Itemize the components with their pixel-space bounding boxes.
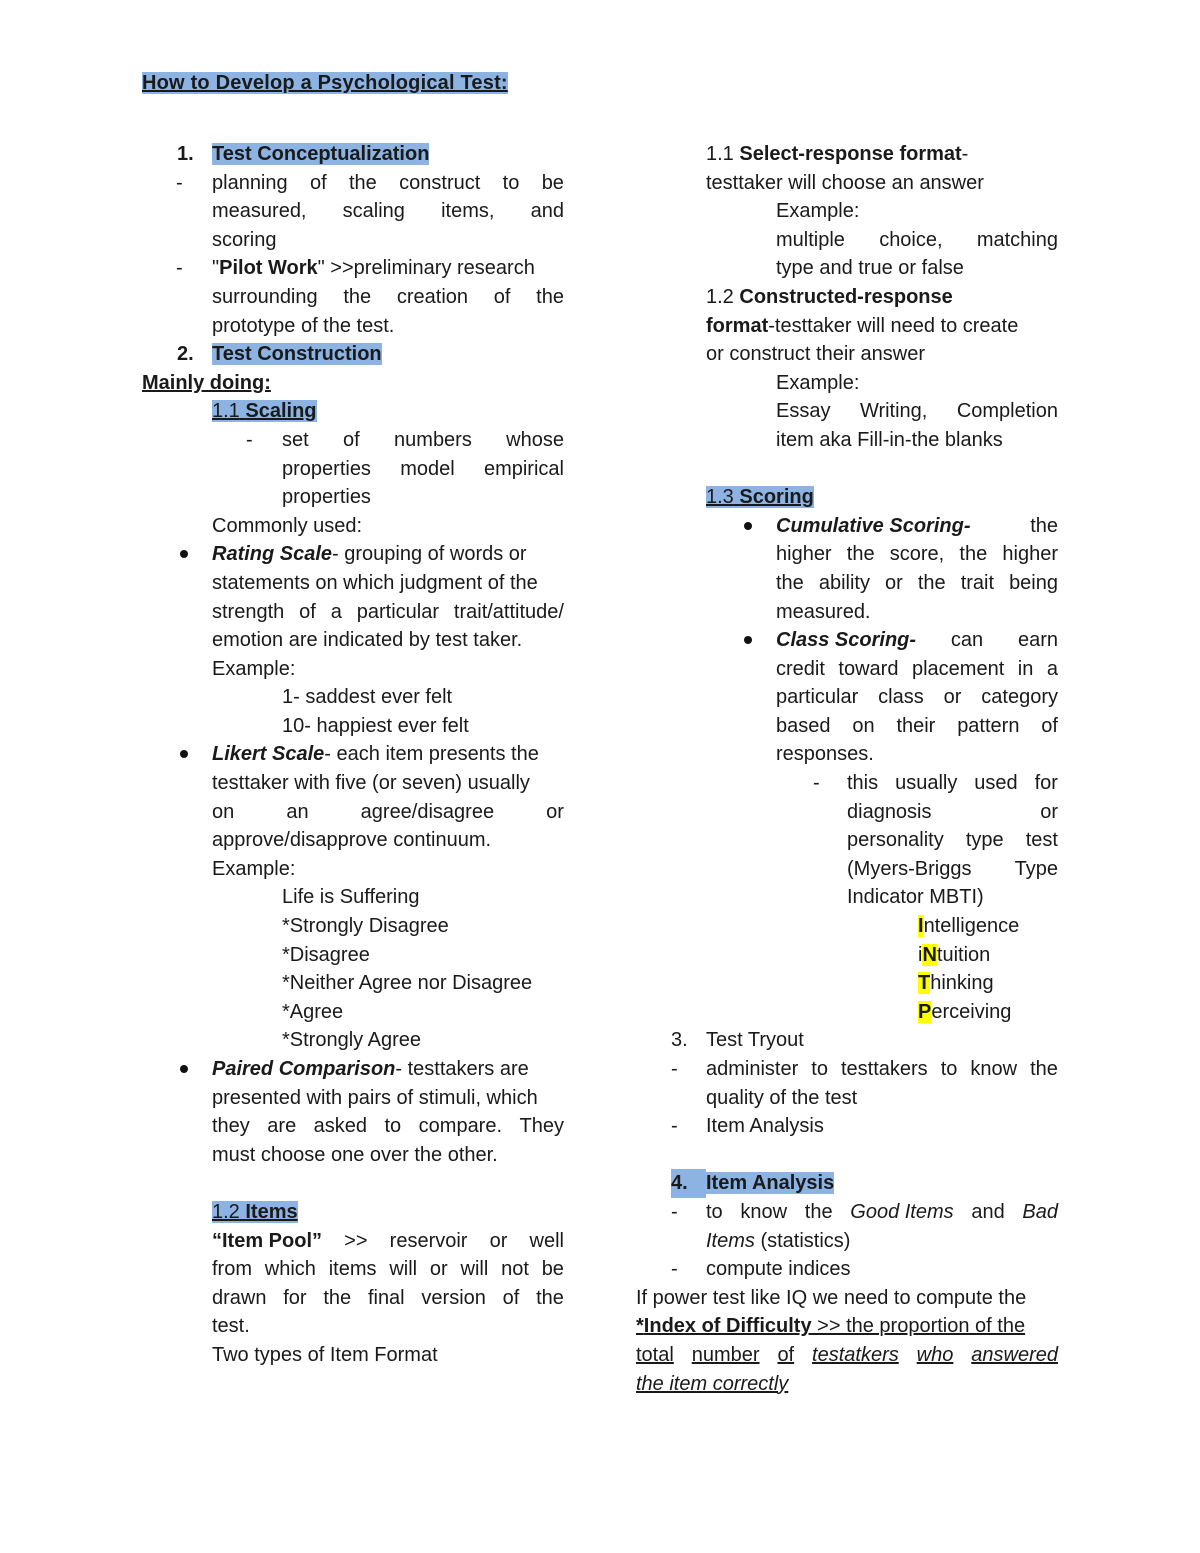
continuation-line bbox=[142, 798, 564, 827]
justified-line: Paired Comparison- testtakers are bbox=[212, 1058, 529, 1080]
example-label: Example: bbox=[776, 200, 860, 223]
justified-line bbox=[847, 769, 1058, 798]
section-title: Item Analysis bbox=[706, 1172, 835, 1195]
word: to bbox=[502, 171, 520, 194]
justified-line: “Item Pool” >> reservoir or well bbox=[212, 1227, 564, 1256]
word: of bbox=[299, 600, 316, 623]
word: numbers bbox=[394, 428, 472, 451]
word: set bbox=[282, 428, 309, 451]
dash-marker: - bbox=[671, 1200, 678, 1223]
continuation-line bbox=[636, 1341, 1058, 1370]
bullet-item: Likert Scale- each item presents the bbox=[142, 740, 564, 769]
word: the bbox=[323, 1286, 352, 1309]
word: or bbox=[546, 800, 564, 823]
word: class bbox=[878, 686, 924, 709]
word: Writing, bbox=[859, 400, 928, 423]
word: a bbox=[330, 600, 342, 623]
word: category bbox=[981, 686, 1058, 709]
mbti-letter-line: iNtuition bbox=[918, 943, 991, 966]
dash-item bbox=[636, 1198, 1058, 1227]
subsection-label: 1.3 Scoring bbox=[706, 486, 814, 509]
pilot-work-term: Pilot Work bbox=[219, 257, 318, 280]
justified-line bbox=[847, 826, 1058, 855]
continuation-line bbox=[636, 826, 1058, 855]
justified-line bbox=[212, 798, 564, 827]
mbti-letter-line: Thinking bbox=[918, 972, 994, 995]
word: placement bbox=[911, 657, 1005, 680]
continuation-line: emotion are indicated by test taker. bbox=[212, 629, 523, 652]
dash-marker: - bbox=[176, 257, 183, 280]
bullet-item bbox=[142, 1055, 564, 1084]
word: properties bbox=[282, 457, 371, 480]
justified-line bbox=[212, 1112, 564, 1141]
highlighted-letter: N bbox=[922, 943, 937, 966]
continuation-line: must choose one over the other. bbox=[212, 1143, 498, 1166]
word: items, bbox=[441, 200, 495, 223]
spacer bbox=[636, 455, 1058, 484]
continuation-line bbox=[636, 712, 1058, 741]
word: the bbox=[1030, 1058, 1058, 1080]
dash-marker: - bbox=[671, 1115, 678, 1138]
word: of bbox=[1041, 714, 1058, 737]
word: they bbox=[212, 1115, 250, 1138]
mbti-letter-line: Intelligence bbox=[918, 915, 1020, 938]
continuation-line bbox=[636, 540, 1058, 569]
highlighted-letter: T bbox=[918, 972, 931, 995]
index-of-difficulty-line: *Index of Difficulty >> the proportion of the bbox=[636, 1315, 1026, 1338]
word: creation bbox=[396, 285, 469, 308]
word: choice, bbox=[879, 228, 943, 251]
section-title: Test Tryout bbox=[706, 1029, 804, 1052]
word: ability bbox=[818, 571, 870, 594]
example-label: Example: bbox=[212, 657, 296, 680]
subsection-heading bbox=[142, 1198, 564, 1227]
section-number: 2. bbox=[177, 343, 194, 366]
continuation-line: testtaker with five (or seven) usually bbox=[212, 772, 530, 795]
word: surrounding bbox=[212, 285, 318, 308]
word: Completion bbox=[956, 400, 1058, 423]
justified-line bbox=[212, 169, 564, 198]
dash-item bbox=[636, 769, 1058, 798]
word: which bbox=[264, 1258, 316, 1281]
spacer bbox=[636, 1141, 1058, 1170]
justified-line bbox=[776, 226, 1058, 255]
spacer bbox=[142, 1169, 564, 1198]
word: model bbox=[400, 457, 455, 480]
section-title: Test Conceptualization bbox=[212, 143, 430, 165]
word: or bbox=[943, 686, 962, 709]
dash-marker: - bbox=[246, 428, 253, 451]
word: usually bbox=[895, 772, 958, 795]
word: credit bbox=[776, 657, 825, 680]
subsection-heading bbox=[142, 397, 564, 426]
bullet-item bbox=[636, 512, 1058, 541]
word: the bbox=[776, 571, 804, 594]
subsection-label: 1.1 Scaling bbox=[212, 400, 317, 423]
justified-line bbox=[212, 1255, 564, 1284]
word: or bbox=[885, 571, 903, 594]
section-3-heading bbox=[636, 1026, 1058, 1055]
continuation-line bbox=[142, 455, 564, 484]
bullet-icon bbox=[180, 550, 188, 558]
word: Type bbox=[1014, 857, 1058, 880]
section-number: 4. bbox=[671, 1169, 706, 1198]
word: strength bbox=[212, 600, 285, 623]
continuation-line: Items (statistics) bbox=[706, 1229, 851, 1252]
left-column bbox=[142, 140, 564, 1370]
likert-scale-term: Likert Scale bbox=[212, 743, 325, 766]
justified-line bbox=[282, 426, 564, 455]
continuation-line: scoring bbox=[212, 228, 277, 251]
section-title: Test Construction bbox=[212, 343, 382, 366]
word: (Myers-Briggs bbox=[847, 857, 972, 880]
justified-line: Rating Scale- grouping of words or bbox=[212, 543, 527, 566]
word: drawn bbox=[212, 1286, 267, 1309]
justified-line bbox=[776, 540, 1058, 569]
word: of bbox=[343, 428, 360, 451]
justified-line bbox=[776, 397, 1058, 426]
commonly-used-label: Commonly used: bbox=[212, 514, 363, 537]
subsection-label: 1.2 Items bbox=[212, 1200, 298, 1223]
page-title bbox=[142, 69, 508, 98]
word: diagnosis bbox=[847, 800, 932, 823]
section-4-heading bbox=[636, 1169, 1058, 1198]
word: whose bbox=[506, 428, 564, 451]
word: Essay bbox=[776, 400, 831, 423]
example-item: *Agree bbox=[282, 1000, 344, 1023]
item-pool-line bbox=[142, 1227, 564, 1256]
justified-line bbox=[847, 855, 1058, 884]
word: will bbox=[389, 1258, 418, 1281]
justified-line bbox=[776, 712, 1058, 741]
justified-line bbox=[282, 455, 564, 484]
continuation-line bbox=[142, 598, 564, 627]
dash-marker: - bbox=[671, 1058, 678, 1080]
continuation-line bbox=[142, 197, 564, 226]
word: the bbox=[959, 543, 988, 566]
justified-line bbox=[847, 798, 1058, 827]
continuation-line bbox=[636, 683, 1058, 712]
continuation-line: the item correctly bbox=[636, 1372, 789, 1395]
justified-line bbox=[776, 683, 1058, 712]
constructed-response-heading: 1.2 Constructed-response bbox=[706, 285, 953, 308]
word: will bbox=[460, 1258, 489, 1281]
word: a bbox=[1046, 657, 1058, 680]
word: personality bbox=[847, 829, 944, 852]
word: final bbox=[367, 1286, 405, 1309]
word: in bbox=[1017, 657, 1034, 680]
word: their bbox=[896, 714, 936, 737]
example-item: *Strongly Disagree bbox=[282, 915, 449, 938]
continuation-line bbox=[636, 798, 1058, 827]
word: type bbox=[965, 829, 1004, 852]
example-item bbox=[636, 397, 1058, 426]
word: administer bbox=[706, 1058, 799, 1080]
bullet-item bbox=[142, 540, 564, 569]
bad-term: Bad bbox=[1022, 1200, 1058, 1223]
example-item: *Neither Agree nor Disagree bbox=[282, 972, 533, 995]
word: the bbox=[536, 1286, 564, 1309]
highlighted-letter: I bbox=[918, 915, 924, 938]
bullet-icon bbox=[180, 1065, 188, 1073]
example-label: Example: bbox=[212, 857, 296, 880]
example-item: 1- saddest ever felt bbox=[282, 686, 453, 709]
section-2-heading bbox=[142, 340, 564, 369]
justified-line: "Pilot Work" >>preliminary research bbox=[212, 257, 535, 280]
justified-line: total number of testatkers who answered bbox=[636, 1343, 1058, 1366]
word: test bbox=[1025, 829, 1058, 852]
word: for bbox=[1034, 772, 1058, 795]
justified-line: to know the Good Items and Bad bbox=[706, 1198, 1058, 1227]
word: or bbox=[429, 1258, 448, 1281]
word: asked bbox=[313, 1115, 368, 1138]
subsection-heading bbox=[636, 483, 1058, 512]
word: to bbox=[384, 1115, 402, 1138]
word: scaling bbox=[342, 200, 405, 223]
word: construct bbox=[399, 171, 481, 194]
word: the bbox=[536, 285, 564, 308]
justified-line bbox=[776, 655, 1058, 684]
example-item: type and true or false bbox=[776, 257, 964, 280]
continuation-line bbox=[636, 855, 1058, 884]
word: They bbox=[519, 1115, 564, 1138]
example-item: *Strongly Agree bbox=[282, 1029, 421, 1052]
word: know bbox=[970, 1058, 1018, 1080]
word: of bbox=[493, 285, 511, 308]
word: of bbox=[502, 1286, 520, 1309]
class-scoring-term: Class Scoring- bbox=[776, 629, 917, 652]
word: items bbox=[328, 1258, 377, 1281]
word: agree/disagree bbox=[360, 800, 495, 823]
word: an bbox=[286, 800, 309, 823]
word: the bbox=[343, 285, 372, 308]
title-text: How to Develop a Psychological Test: bbox=[142, 72, 508, 94]
continuation-line bbox=[142, 1255, 564, 1284]
power-test-line: If power test like IQ we need to compute the bbox=[636, 1286, 1027, 1309]
word: particular bbox=[776, 686, 859, 709]
example-item bbox=[636, 226, 1058, 255]
word: planning bbox=[212, 171, 288, 194]
word: the bbox=[917, 571, 946, 594]
word: trait/attitude/ bbox=[453, 600, 564, 623]
word: on bbox=[212, 800, 235, 823]
example-item: Life is Suffering bbox=[282, 886, 420, 909]
continuation-line: testtaker will choose an answer bbox=[706, 171, 984, 194]
constructed-response-term: Constructed-response bbox=[739, 285, 953, 308]
continuation-line: or construct their answer bbox=[706, 343, 925, 366]
mbti-letter-line: Perceiving bbox=[918, 1000, 1012, 1023]
continuation-line: measured. bbox=[776, 600, 871, 623]
continuation-line: prototype of the test. bbox=[212, 314, 395, 337]
word: multiple bbox=[776, 228, 845, 251]
continuation-line bbox=[142, 1112, 564, 1141]
justified-line: Class Scoring- can earn bbox=[776, 626, 1058, 655]
word: matching bbox=[976, 228, 1058, 251]
dash-item: - Item Analysis bbox=[636, 1112, 1058, 1141]
word: the bbox=[846, 543, 875, 566]
word: from bbox=[212, 1258, 252, 1281]
dash-marker: - bbox=[813, 772, 820, 795]
justified-line bbox=[212, 1284, 564, 1313]
word: particular bbox=[356, 600, 440, 623]
dash-marker: - bbox=[671, 1258, 678, 1281]
word: based bbox=[776, 714, 831, 737]
continuation-line: Indicator MBTI) bbox=[847, 886, 984, 909]
good-items-term: Good Items bbox=[850, 1200, 954, 1223]
word: of bbox=[309, 171, 327, 194]
bullet-icon bbox=[180, 750, 188, 758]
index-of-difficulty-term: Index of Difficulty bbox=[643, 1315, 812, 1338]
word: are bbox=[267, 1115, 297, 1138]
word: version bbox=[421, 1286, 486, 1309]
continuation-line: properties bbox=[282, 486, 371, 509]
word: to bbox=[811, 1058, 828, 1080]
select-response-heading: 1.1 Select-response format- bbox=[706, 143, 969, 165]
justified-line bbox=[776, 569, 1058, 598]
word: higher bbox=[1002, 543, 1058, 566]
continuation-line: statements on which judgment of the bbox=[212, 571, 538, 594]
continuation-line bbox=[142, 283, 564, 312]
dash-item bbox=[142, 254, 564, 283]
cumulative-scoring-term: Cumulative Scoring- bbox=[776, 514, 971, 537]
word: or bbox=[1040, 800, 1058, 823]
right-column bbox=[636, 140, 1058, 1398]
continuation-line: responses. bbox=[776, 743, 874, 766]
word: trait bbox=[960, 571, 995, 594]
continuation-line: format-testtaker will need to create bbox=[706, 314, 1019, 337]
mainly-doing-label: Mainly doing: bbox=[142, 371, 271, 394]
word: this bbox=[847, 772, 879, 795]
continuation-line: quality of the test bbox=[706, 1086, 858, 1109]
continuation-line bbox=[636, 655, 1058, 684]
example-item: *Disagree bbox=[282, 943, 370, 966]
continuation-line: test. bbox=[212, 1315, 250, 1338]
word: measured, bbox=[212, 200, 307, 223]
two-types-line: Two types of Item Format bbox=[212, 1343, 438, 1366]
bullet-icon bbox=[744, 522, 752, 530]
continuation-line: approve/disapprove continuum. bbox=[212, 829, 492, 852]
dash-item bbox=[142, 426, 564, 455]
justified-line bbox=[706, 1055, 1058, 1084]
word: for bbox=[283, 1286, 307, 1309]
justified-line bbox=[212, 197, 564, 226]
continuation-line: presented with pairs of stimuli, which bbox=[212, 1086, 538, 1109]
example-item: 10- happiest ever felt bbox=[282, 714, 469, 737]
example-label: Example: bbox=[776, 371, 860, 394]
continuation-line bbox=[636, 569, 1058, 598]
highlighted-letter: P bbox=[918, 1000, 932, 1023]
bullet-item bbox=[636, 626, 1058, 655]
paired-comparison-term: Paired Comparison bbox=[212, 1058, 396, 1080]
word: being bbox=[1009, 571, 1058, 594]
word: compare. bbox=[418, 1115, 503, 1138]
word: not bbox=[501, 1258, 529, 1281]
example-item: item aka Fill-in-the blanks bbox=[776, 428, 1003, 451]
word: be bbox=[541, 1258, 564, 1281]
justified-line: Cumulative Scoring- the bbox=[776, 512, 1058, 541]
bullet-icon bbox=[744, 636, 752, 644]
word: pattern bbox=[957, 714, 1020, 737]
word: toward bbox=[838, 657, 899, 680]
word: used bbox=[974, 772, 1018, 795]
rating-scale-term: Rating Scale bbox=[212, 543, 333, 566]
word: on bbox=[852, 714, 875, 737]
select-response-term: Select-response format bbox=[739, 143, 962, 165]
dash-item bbox=[142, 169, 564, 198]
continuation-line bbox=[142, 1284, 564, 1313]
justified-line bbox=[212, 598, 564, 627]
word: higher bbox=[776, 543, 832, 566]
dash-marker: - bbox=[176, 171, 183, 194]
section-number: 3. bbox=[671, 1029, 688, 1052]
word: and bbox=[530, 200, 564, 223]
word: empirical bbox=[483, 457, 564, 480]
item-pool-term: “Item Pool” bbox=[212, 1229, 323, 1252]
section-1-heading bbox=[142, 140, 564, 169]
word: the bbox=[349, 171, 377, 194]
section-number: 1. bbox=[177, 143, 194, 165]
justified-line bbox=[212, 283, 564, 312]
word: be bbox=[541, 171, 564, 194]
dash-item: - compute indices bbox=[636, 1255, 1058, 1284]
dash-item bbox=[636, 1055, 1058, 1084]
word: testtakers bbox=[840, 1058, 928, 1080]
word: to bbox=[940, 1058, 958, 1080]
word: score, bbox=[889, 543, 945, 566]
